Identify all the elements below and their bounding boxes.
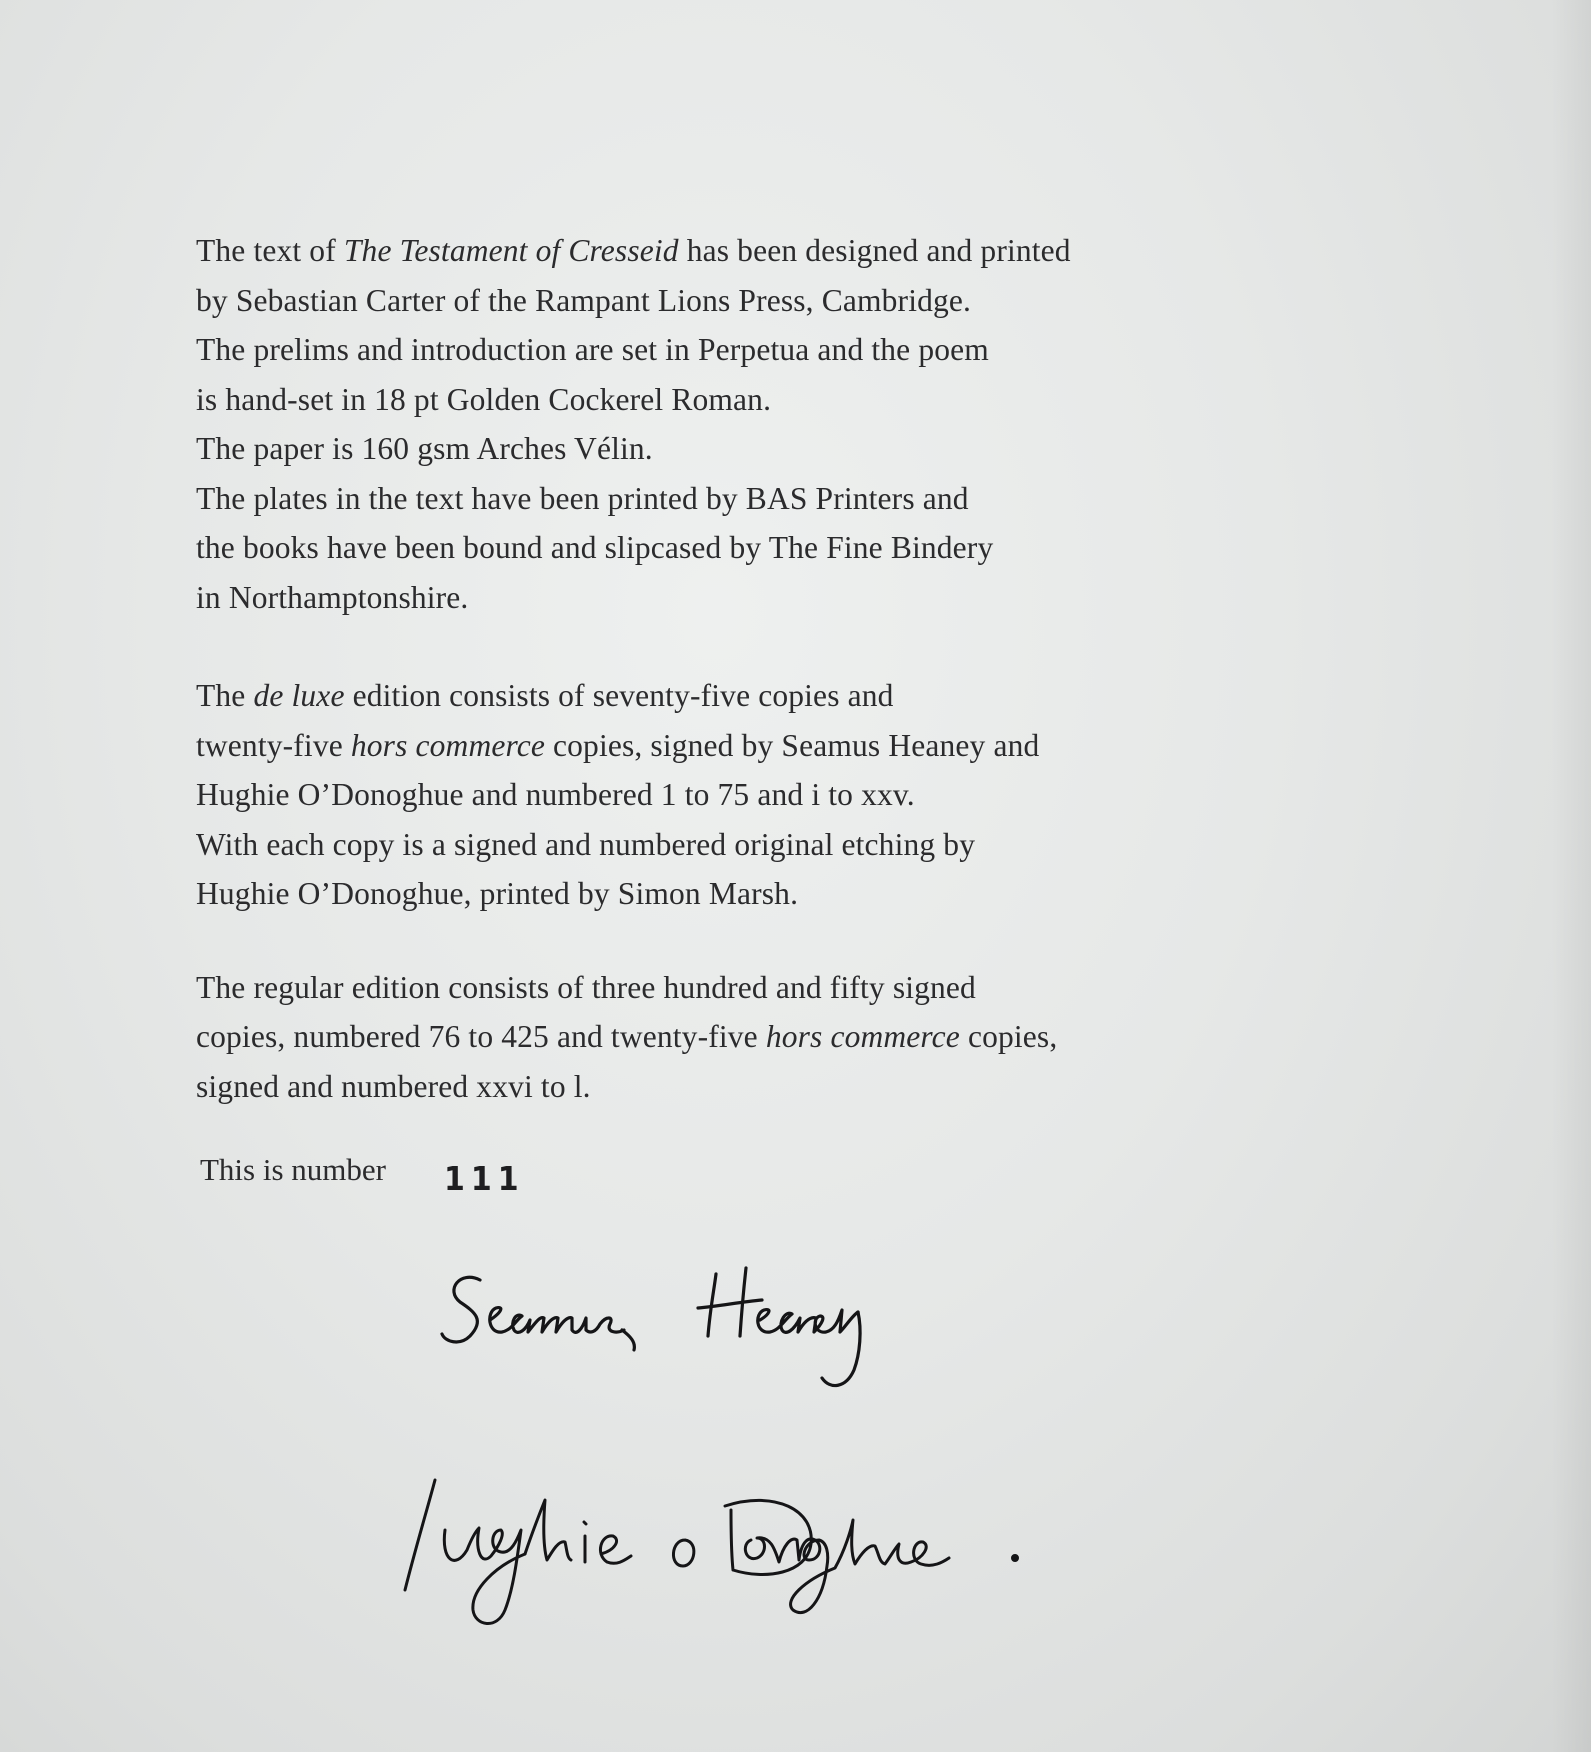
- p2-line1: The de luxe edition consists of seventy-five copies and: [196, 678, 894, 713]
- handwritten-copy-number: 111: [444, 1160, 525, 1199]
- p1-line1: The text of The Testament of Cresseid has been designed and printed: [196, 233, 1071, 268]
- p2-line3: Hughie O’Donoghue and numbered 1 to 75 and i to xxv.: [196, 777, 915, 812]
- p1-line2: by Sebastian Carter of the Rampant Lions Press, Cambridge.: [196, 282, 972, 318]
- page-edge-shadow: [1551, 0, 1591, 1752]
- p1-line7: the books have been bound and slipcased by The Fine Bindery: [196, 530, 994, 565]
- p2-line2: twenty-five hors commerce copies, signed by Seamus Heaney and: [196, 727, 1040, 763]
- p3-line3: signed and numbered xxvi to l.: [196, 1068, 591, 1104]
- p1-line6: The plates in the text have been printed by BAS Printers and: [196, 480, 969, 516]
- p1-line4: is hand-set in 18 pt Golden Cockerel Roman.: [196, 381, 772, 417]
- paragraph-gap: [196, 622, 1196, 671]
- p3-line2: copies, numbered 76 to 425 and twenty-five hors commerce copies,: [196, 1019, 1058, 1054]
- p1-line3: The prelims and introduction are set in Perpetua and the poem: [196, 332, 989, 367]
- p2-line4: With each copy is a signed and numbered original etching by: [196, 826, 976, 862]
- p1-line5: The paper is 160 gsm Arches Vélin.: [196, 431, 653, 466]
- book-title: The Testament of Cresseid: [343, 233, 679, 268]
- signature-seamus-heaney: [440, 1250, 980, 1400]
- colophon-text: [196, 226, 1196, 1111]
- paragraph-gap: [196, 919, 1196, 963]
- copy-number-label: This is number: [200, 1152, 386, 1187]
- p2-line5: Hughie O’Donoghue, printed by Simon Marsh.: [196, 876, 799, 911]
- p3-line1: The regular edition consists of three hundred and fifty signed: [196, 969, 976, 1005]
- signature-hughie-odonoghue: [395, 1470, 1175, 1640]
- p1-line8: in Northamptonshire.: [196, 579, 469, 615]
